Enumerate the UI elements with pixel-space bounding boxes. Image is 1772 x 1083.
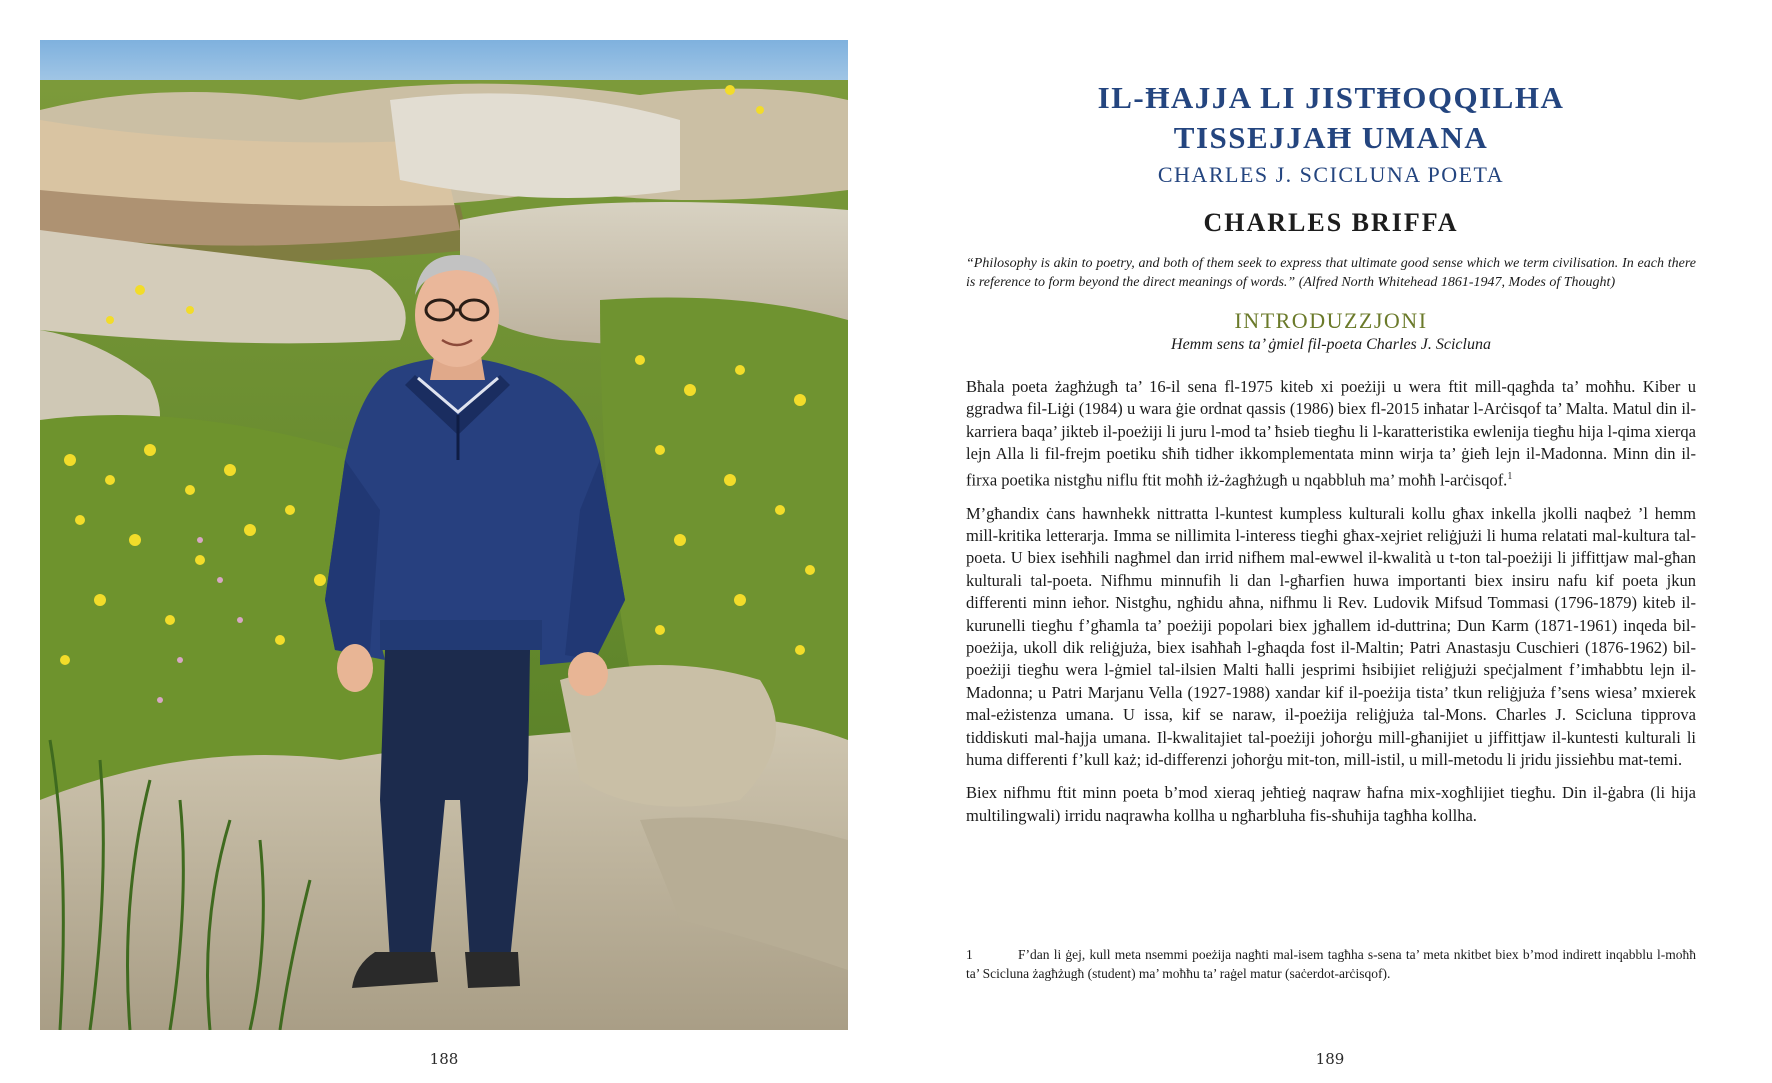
portrait-photo [40, 40, 848, 1030]
title-line-1: IL-ĦAJJA LI JISTĦOQQILHA [1097, 80, 1565, 115]
footnote-text: F’dan li ġej, kull meta nsemmi poeżija nagħti mal-isem tagħha s-sena ta’ meta nkitbet biex b’mod indirett inqabblu l-moħħ ta’ Scicluna żagħżugħ (student) ma’ moħħu ta’ raġel matur (saċerdot-arċisqof). [966, 947, 1696, 981]
section-heading: INTRODUZZJONI [1234, 308, 1428, 333]
article-author: CHARLES BRIFFA [1203, 208, 1459, 237]
article-page [966, 78, 1696, 838]
photo-illustration [40, 40, 848, 1030]
body-paragraph-1 [966, 376, 1696, 492]
paragraph-1-text: Bħala poeta żagħżugħ ta’ 16-il sena fl-1975 kiteb xi poeżiji u wera ftit mill-qagħda ta’ moħħu. Kiber u ggradwa fil-Liġi (1984) u wara ġie ordnat qassis (1986) biex fl-2015 inħatar l-Arċisqof ta’ Malta. Matul din il-karriera baqa’ jikteb il-poeżiji li juru l-mod ta’ ħsieb tiegħu li l-karatteristika ewlenija tiegħu hija l-qima xierqa lejn Alla li fil-frejm poetiku sħiħ tidher ikkomplementata minn wirja ta’ ġieħ lejn il-Madonna. Minn din il-firxa poetika nistgħu niflu ftit moħħ iż-żagħżugħ u nqabbluh ma’ moħħ l-arċisqof. [966, 377, 1696, 490]
page-number-right: 189 [1315, 1050, 1345, 1068]
body-paragraph-3: Biex nifhmu ftit minn poeta b’mod xieraq jeħtieġ naqraw ħafna mix-xogħlijiet tiegħu. Din il-ġabra (li hija multilingwali) irridu naqrawha kollha u ngħarbluha fis-sħuħija tagħha kollha. [966, 783, 1696, 825]
article-subtitle: CHARLES J. SCICLUNA POETA [1157, 162, 1505, 187]
title-line-2: TISSEJJAĦ UMANA [1173, 120, 1489, 155]
article-title [966, 78, 1696, 158]
epigraph-quote: “Philosophy is akin to poetry, and both of them seek to express that ultimate good sense which we term civilisation. In each there is reference to form beyond the direct meanings of words.” (Alfred North Whitehead 1861-1947, Modes of Thought) [966, 256, 1696, 290]
footnote-reference[interactable]: 1 [1507, 470, 1513, 482]
footnote [966, 945, 1696, 983]
page-number-left: 188 [429, 1050, 459, 1068]
section-subheading: Hemm sens ta’ ġmiel fil-poeta Charles J. Scicluna [1171, 336, 1491, 353]
footnote-number: 1 [966, 947, 973, 962]
body-paragraph-2: M’għandix ċans hawnhekk nittratta l-kuntest kumpless kulturali kollu għax inkella jkolli naqbeż ’l hemm mill-kritika letterarja. Imma se nillimita l-interess tiegħi għax-xejriet reliġjużi li huma relatati mal-kultura tal-poeta. U biex iseħħili nagħmel dan irrid nifhem mal-ewwel il-kwalità u t-ton tal-poeżiji li jiffittjaw mal-għan kulturali tal-poeta. Nifhmu minnufih li dan l-għarfien huwa importanti biex insiru nafu kif poeta jkun differenti minn ieħor. Nistgħu, ngħidu aħna, nifhmu li Rev. Ludovik Mifsud Tommasi (1796-1879) kiteb il-kurunelli tiegħu f’għamla ta’ poeżiji popolari biex jgħallem id-duttrina; Dun Karm (1871-1961) inqeda bil-poeżija, ukoll dik reliġjuża, biex isaħħaħ l-għaqda fost il-Maltin; Patri Anastasju Cuschieri (1876-1962) bil-poeżiji tiegħu wera l-ġmiel tal-ilsien Malti ħalli jesprimi ħsibijiet reliġjużi speċjalment f’imħabbtu lejn il-Madonna; u Patri Marjanu Vella (1927-1988) xandar kif il-poeżija tista’ tkun reliġjuża f’sens wiesa’ mxierek mal-eżistenza umana. U issa, kif se naraw, il-poeżija reliġjuża tal-Mons. Charles J. Scicluna tipprova tiddiskuti mal-ħajja umana. Il-kwalitajiet tal-poeżiji joħorġu mill-għanijiet u jiffittjaw il-kuntesti kulturali li huma differenti f’kull każ; id-differenzi joħorġu mit-ton, mill-istil, u mill-metodu li jridu jissieħbu mat-temi. [966, 503, 1696, 769]
